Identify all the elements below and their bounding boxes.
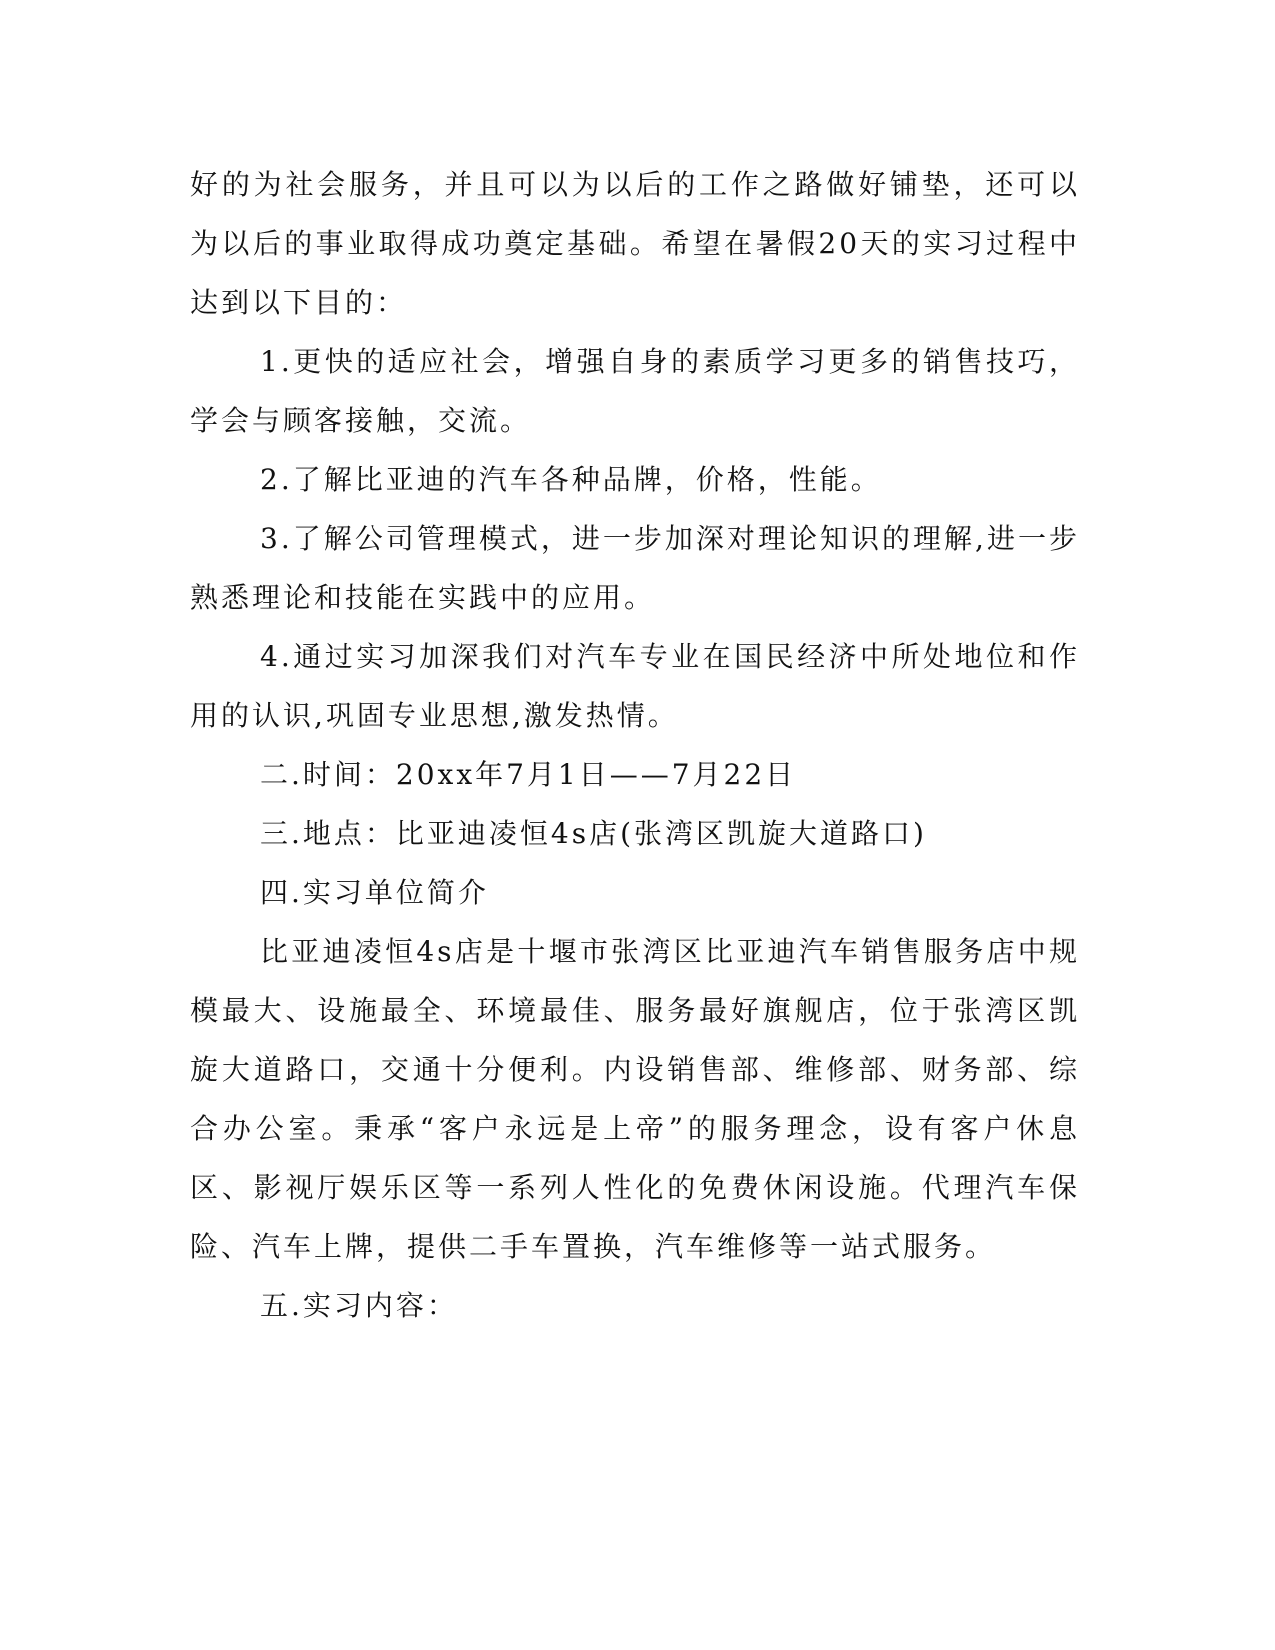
paragraph-company-intro: 比亚迪凌恒4s店是十堰市张湾区比亚迪汽车销售服务店中规模最大、设施最全、环境最佳、服务最好旗舰店，位于张湾区凯旋大道路口，交通十分便利。内设销售部、维修部、财务部、综合办公室。秉承“客户永远是上帝”的服务理念，设有客户休息区、影视厅娱乐区等一系列人性化的免费休闲设施。代理汽车保险、汽车上牌，提供二手车置换，汽车维修等一站式服务。 — [190, 935, 1080, 1263]
paragraph-goal-3: 3.了解公司管理模式，进一步加深对理论知识的理解,进一步熟悉理论和技能在实践中的应用。 — [190, 522, 1080, 614]
paragraph-intro-continuation: 好的为社会服务，并且可以为以后的工作之路做好铺垫，还可以为以后的事业取得成功奠定基础。希望在暑假20天的实习过程中达到以下目的： — [190, 168, 1080, 319]
section-heading-internship-content: 五.实习内容： — [260, 1289, 458, 1322]
paragraph-time: 二.时间：20xx年7月1日——7月22日 — [260, 758, 797, 791]
section-heading-company-intro: 四.实习单位简介 — [260, 876, 489, 909]
paragraph-goal-4: 4.通过实习加深我们对汽车专业在国民经济中所处地位和作用的认识,巩固专业思想,激发热情。 — [190, 640, 1080, 732]
paragraph-goal-2: 2.了解比亚迪的汽车各种品牌，价格，性能。 — [260, 463, 882, 496]
paragraph-location: 三.地点：比亚迪凌恒4s店(张湾区凯旋大道路口) — [260, 817, 927, 850]
document-body — [190, 155, 1080, 1335]
paragraph-goal-1: 1.更快的适应社会，增强自身的素质学习更多的销售技巧，学会与顾客接触，交流。 — [190, 345, 1080, 437]
